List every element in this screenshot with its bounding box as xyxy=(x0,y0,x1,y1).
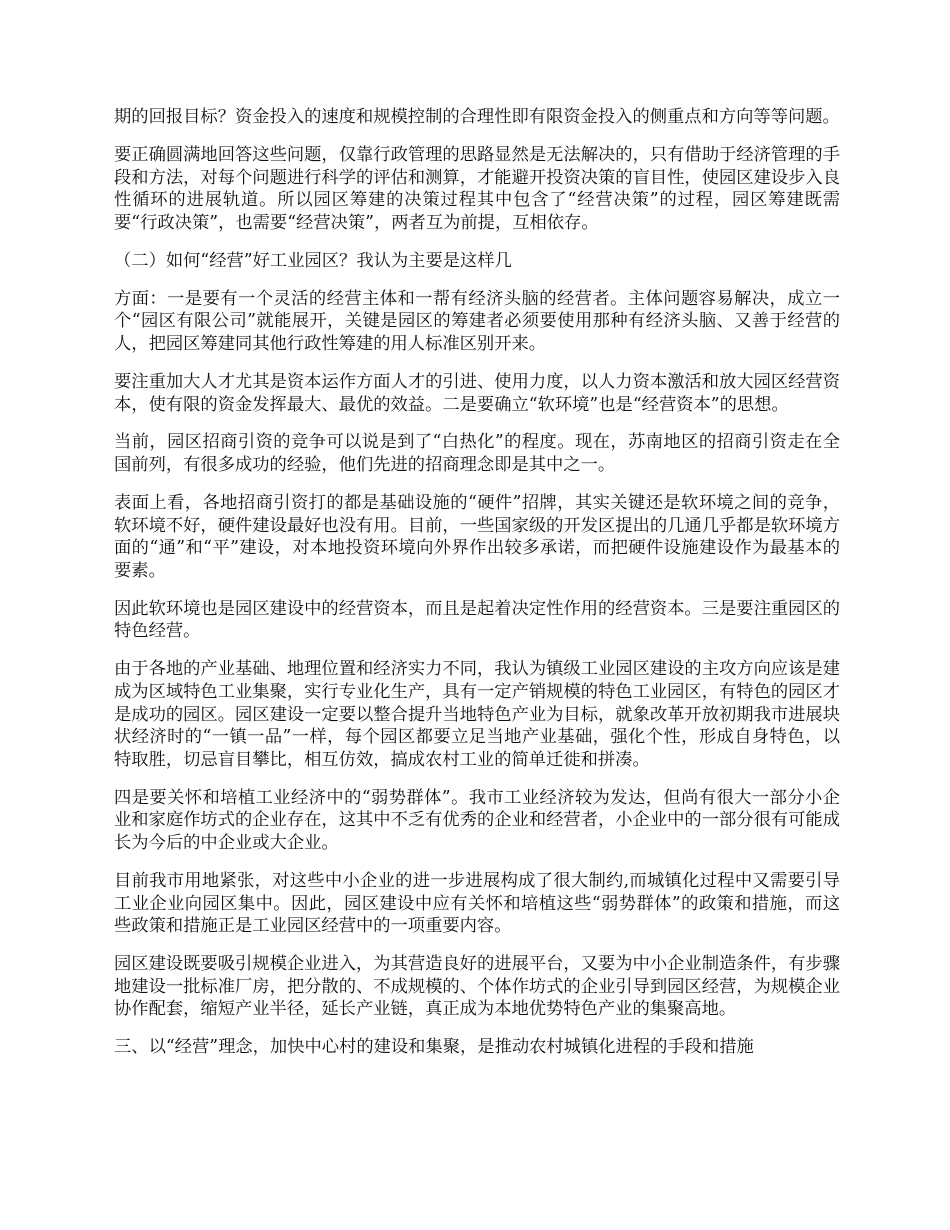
paragraph: 要注重加大人才尤其是资本运作方面人才的引进、使用力度，以人力资本激活和放大园区经营资本，使有限的资金发挥最大、最优的效益。二是要确立“软环境”也是“经营资本”的思想。 xyxy=(114,371,840,415)
document-body xyxy=(114,106,840,1074)
paragraph: 要正确圆满地回答这些问题，仅靠行政管理的思路显然是无法解决的，只有借助于经济管理的手段和方法，对每个问题进行科学的评估和测算，才能避开投资决策的盲目性，使园区建设步入良性循环的进展轨道。所以园区筹建的决策过程其中包含了“经营决策”的过程，园区筹建既需要“行政决策”，也需要“经营决策”，两者互为前提，互相依存。 xyxy=(114,144,840,233)
paragraph: 期的回报目标？资金投入的速度和规模控制的合理性即有限资金投入的侧重点和方向等等问题。 xyxy=(114,107,840,127)
paragraph: 由于各地的产业基础、地理位置和经济实力不同，我认为镇级工业园区建设的主攻方向应该是建成为区域特色工业集聚，实行专业化生产，具有一定产销规模的特色工业园区，有特色的园区才是成功的园区。园区建设一定要以整合提升当地特色产业为目标，就象改革开放初期我市进展块状经济时的“一镇一品”一样，每个园区都要立足当地产业基础，强化个性，形成自身特色，以特取胜，切忌盲目攀比，相互仿效，搞成农村工业的简单迁徙和拼凑。 xyxy=(114,659,840,770)
section-heading: （二）如何“经营”好工业园区？我认为主要是这样几 xyxy=(114,250,512,271)
paragraph: 表面上看，各地招商引资打的都是基础设施的“硬件”招牌，其实关键还是软环境之间的竞争，软环境不好，硬件建设最好也没有用。目前，一些国家级的开发区提出的几通几乎都是软环境方面的“通”和“平”建设，对本地投资环境向外界作出较多承诺，而把硬件设施建设作为最基本的要素。 xyxy=(114,493,840,581)
paragraph: 因此软环境也是园区建设中的经营资本，而且是起着决定性作用的经营资本。三是要注重园区的特色经营。 xyxy=(114,598,840,642)
paragraph: 目前我市用地紧张，对这些中小企业的进一步进展构成了很大制约,而城镇化过程中又需要引导工业企业向园区集中。因此，园区建设中应有关怀和培植这些“弱势群体”的政策和措施，而这些政策和措施正是工业园区经营中的一项重要内容。 xyxy=(114,870,840,937)
paragraph: 方面：一是要有一个灵活的经营主体和一帮有经济头脑的经营者。主体问题容易解决，成立一个“园区有限公司”就能展开，关键是园区的筹建者必须要使用那种有经济头脑、又善于经营的人，把园区筹建同其他行政性筹建的用人标准区别开来。 xyxy=(114,288,840,354)
paragraph: 四是要关怀和培植工业经济中的“弱势群体”。我市工业经济较为发达，但尚有很大一部分小企业和家庭作坊式的企业存在，这其中不乏有优秀的企业和经营者，小企业中的一部分很有可能成长为今后的中企业或大企业。 xyxy=(114,787,840,853)
paragraph: 园区建设既要吸引规模企业进入，为其营造良好的进展平台，又要为中小企业制造条件，有步骤地建设一批标准厂房，把分散的、不成规模的、个体作坊式的企业引导到园区经营，为规模企业协作配套，缩短产业半径，延长产业链，真正成为本地优势特色产业的集聚高地。 xyxy=(114,954,840,1020)
section-heading: 三、以“经营”理念，加快中心村的建设和集聚，是推动农村城镇化进程的手段和措施 xyxy=(114,1037,754,1058)
paragraph: 当前，园区招商引资的竞争可以说是到了“白热化”的程度。现在，苏南地区的招商引资走在全国前列，有很多成功的经验，他们先进的招商理念即是其中之一。 xyxy=(114,432,840,476)
